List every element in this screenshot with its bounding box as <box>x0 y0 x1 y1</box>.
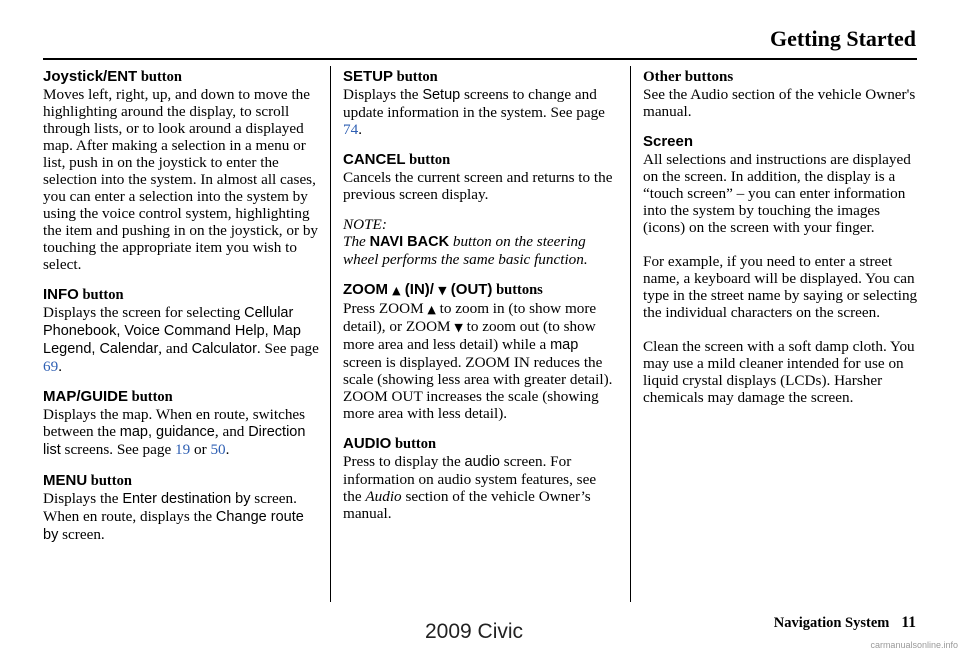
section-body: Cancels the current screen and returns to the previous screen display. <box>343 169 613 203</box>
cancel-section <box>343 151 617 203</box>
setup-section <box>343 68 617 138</box>
section-heading: MENU button <box>43 472 132 489</box>
section-heading: AUDIO button <box>343 435 437 452</box>
footer-model: 2009 Civic <box>425 620 524 643</box>
section-heading: Other buttons <box>643 69 734 85</box>
section-heading: Joystick/ENT button <box>43 68 182 85</box>
section-body: All selections and instructions are displayed on the screen. In addition, the display is a “touch screen” – you can enter information into the system by touching the images (icons) on the screen with your finger. <box>643 151 911 236</box>
triangle-down-icon: ▼ <box>438 284 447 297</box>
section-body: Displays the map. When en route, switches between the map, guidance, and Direction list screens. See page 19 or 50. <box>43 406 306 458</box>
page-link[interactable]: 50 <box>210 441 226 458</box>
page-title: Getting Started <box>769 26 916 51</box>
section-heading: SETUP button <box>343 68 438 85</box>
info-section <box>43 286 321 375</box>
triangle-up-icon: ▲ <box>392 284 401 297</box>
zoom-section <box>343 281 617 422</box>
section-heading: Screen <box>643 133 694 150</box>
footer-page-label: Navigation System 11 <box>773 614 916 631</box>
watermark: carmanualsonline.info <box>870 640 958 650</box>
section-body: Press ZOOM ▲ to zoom in (to show more detail), or ZOOM ▼ to zoom out (to show more area and less detail) while a map screen is displayed. ZOOM IN reduces the scale (showing less area with greater detail). ZOOM OUT increases the scale (showing more area with less detail). <box>343 300 613 422</box>
section-heading: ZOOM ▲ (IN)/ ▼ (OUT) buttons <box>343 281 543 298</box>
section-body: See the Audio section of the vehicle Owner's manual. <box>643 86 916 120</box>
column-divider <box>330 66 331 602</box>
note-label: NOTE: <box>343 216 387 233</box>
screen-section <box>643 133 918 406</box>
triangle-down-icon: ▼ <box>454 321 463 334</box>
page-link[interactable]: 69 <box>43 358 59 375</box>
triangle-up-icon: ▲ <box>427 303 436 316</box>
section-body: Clean the screen with a soft damp cloth. You may use a mild cleaner intended for use on liquid crystal displays (LCDs). Harsher chemicals may damage the screen. <box>643 338 915 406</box>
section-heading: CANCEL button <box>343 151 451 168</box>
joystick-section <box>43 68 321 273</box>
section-body: Displays the Setup screens to change and update information in the system. See page 74. <box>343 86 605 138</box>
page-link[interactable]: 19 <box>175 441 191 458</box>
section-body: Press to display the audio screen. For information on audio system features, see the Audio section of the vehicle Owner’s manual. <box>343 453 597 522</box>
header-rule <box>43 58 917 60</box>
column-left <box>43 68 321 557</box>
section-body: Displays the Enter destination by screen. When en route, displays the Change route by screen. <box>43 490 304 543</box>
section-heading: MAP/GUIDE button <box>43 388 173 405</box>
page-number: 11 <box>901 614 916 631</box>
section-heading: INFO button <box>43 286 124 303</box>
section-body: For example, if you need to enter a street name, a keyboard will be displayed. You can type in the street name by saying or selecting the individual characters on the screen. <box>643 253 918 321</box>
menu-section <box>43 472 321 544</box>
page-link[interactable]: 74 <box>343 121 359 138</box>
column-divider <box>630 66 631 602</box>
note-section <box>343 216 617 268</box>
other-buttons-section <box>643 68 918 120</box>
note-body: The NAVI BACK button on the steering wheel performs the same basic function. <box>343 233 588 268</box>
column-right <box>643 68 918 419</box>
audio-section <box>343 435 617 522</box>
section-body: Moves left, right, up, and down to move the highlighting around the display, to scroll through lists, or to look around a displayed map. After making a selection in a menu or list, push in on the joystick to enter the selection into the system. In almost all cases, you can enter a selection into the system by using the voice control system, highlighting the item and pushing in on the joystick, or by touching the appropriate item you wish to select. <box>43 86 319 273</box>
column-middle <box>343 68 617 535</box>
section-body: Displays the screen for selecting Cellular Phonebook, Voice Command Help, Map Legend, Calendar, and Calculator. See page 69. <box>43 304 319 375</box>
map-guide-section <box>43 388 321 459</box>
